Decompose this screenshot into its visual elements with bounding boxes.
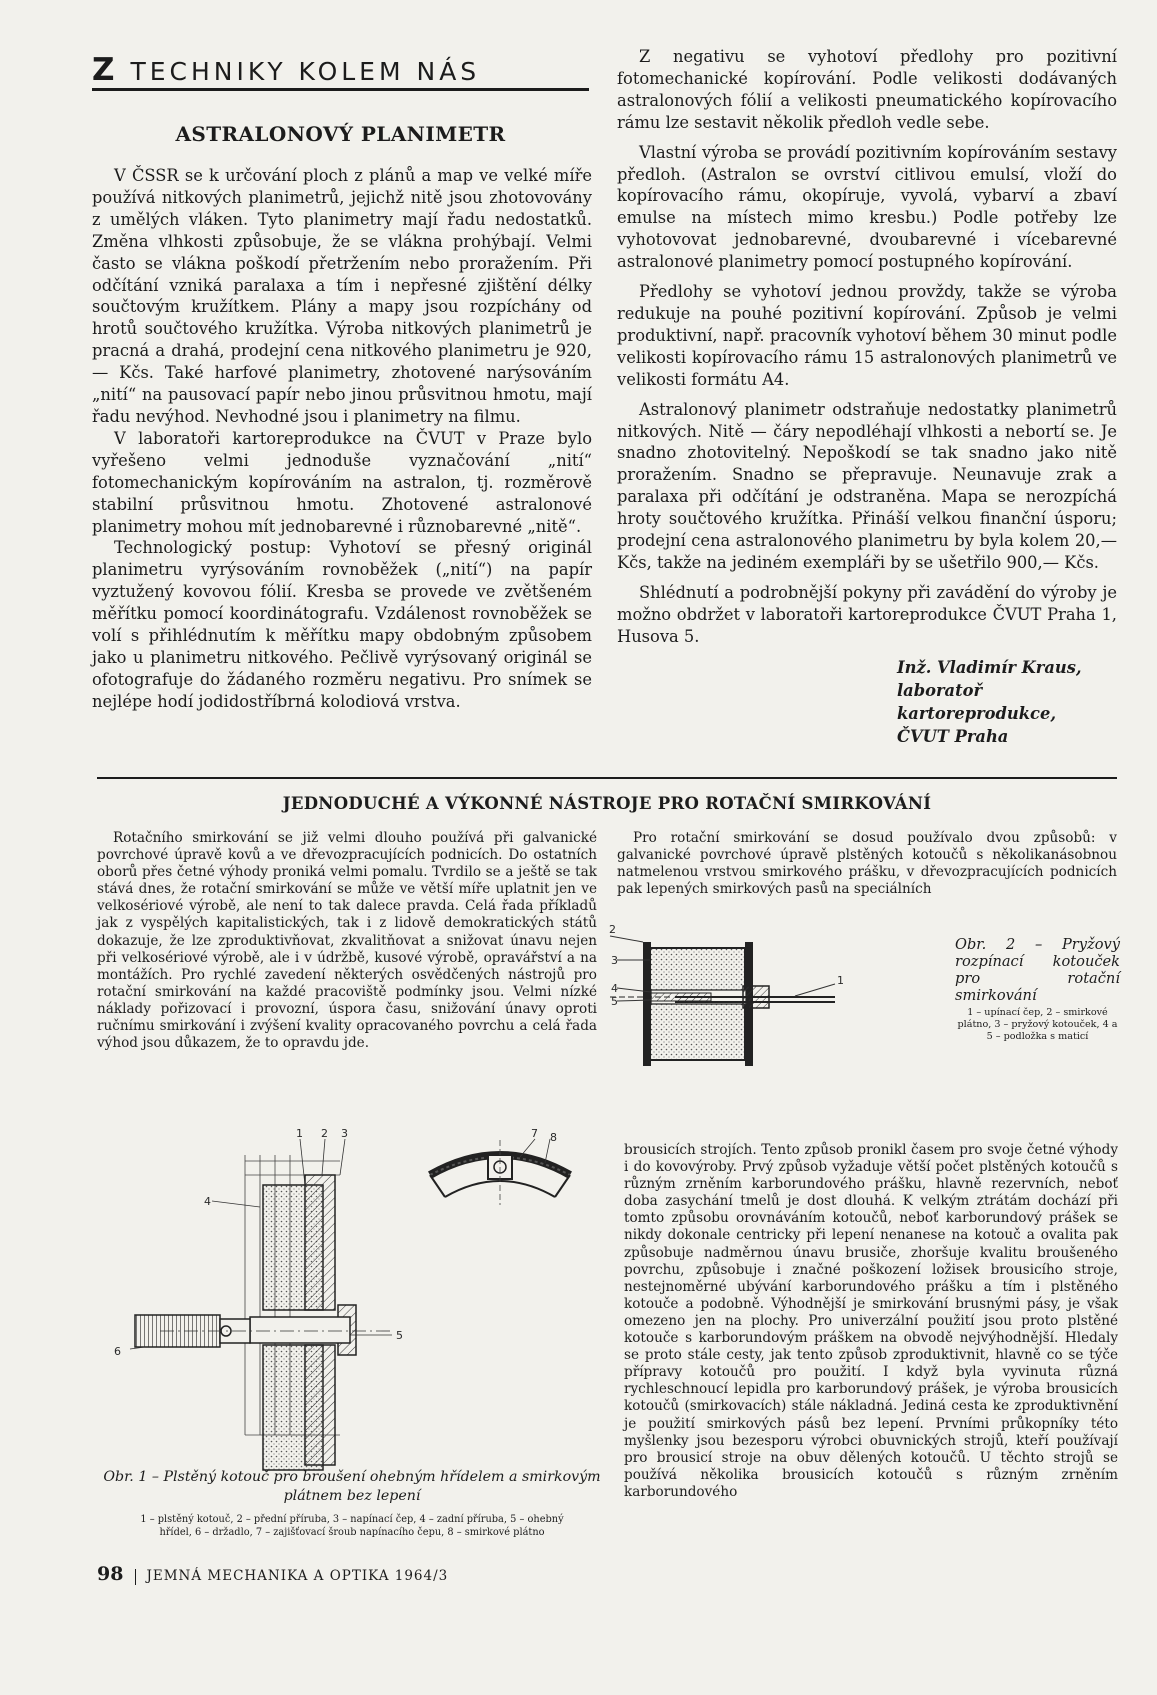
article2-left-intro xyxy=(97,830,597,1052)
figure2-label: 4 xyxy=(611,982,618,995)
figure1-label: 1 xyxy=(296,1127,303,1140)
article1-title: ASTRALONOVÝ PLANIMETR xyxy=(175,122,506,146)
page-number: 98 xyxy=(97,1563,124,1585)
figure1-label: 3 xyxy=(341,1127,348,1140)
sanding-cloth-detail xyxy=(430,1140,570,1205)
figure1-caption-line: plátnem bez lepení xyxy=(283,1488,421,1504)
figure1-label: 5 xyxy=(396,1329,403,1342)
journal-name: JEMNÁ MECHANIKA A OPTIKA 1964/3 xyxy=(146,1568,449,1584)
article1-signature xyxy=(897,656,1117,748)
figure2-label: 1 xyxy=(837,974,844,987)
figure1-label: 6 xyxy=(114,1345,121,1358)
signature-name: Inž. Vladimír Kraus, xyxy=(897,657,1082,677)
article1-paragraph: Z negativu se vyhotoví předlohy pro pozitivní fotomechanické kopírování. Podle velikosti dodávaných astralonových fólií a velikosti pneumatického kopírovacího rámu lze sestavit několik předloh vedle sebe. xyxy=(617,47,1117,132)
figure2-caption-text: Obr. 2 – Pryžový rozpínací kotouček pro rotační smirkování xyxy=(955,936,1120,1004)
signature-institution: ČVUT Praha xyxy=(897,726,1009,746)
figure1-caption-line: Obr. 1 – Plstěný kotouč pro broušení ohebným hřídelem a smirkovým xyxy=(103,1469,601,1485)
figure2-label: 3 xyxy=(611,954,618,967)
section-title xyxy=(92,52,592,88)
article2-paragraph: brousicích strojích. Tento způsob pronikl časem pro svoje četné výhody i do kovovýroby. Prvý způsob vyžaduje větší počet plstěných kotoučů s různým zrněním karborundového prášku, hlavně rezervních, neboť doba zasychání tmelů je dost dlouhá. K velkým ztrátám dochází při tomto způsobu orovnáváním kotoučů, neboť karborundový prášek se nikdy dokonale centricky při lepení nenanese na kotouč a ovalita pak způsobuje nadměrnou únavu brusiče, zhoršuje kvalitu broušeného povrchu, způsobuje i značné poškození ložisek brousicího stroje, nestejnoměrné ubývání karborundového prášku a tím i plstěného kotouče a podobně. Výhodnější je smirkování brusnými pásy, je však omezeno jen na plochy. Pro univerzální použití jsou proto plstěné kotouče s karborundovým práškem na obvodě nejvýhodnější. Hledaly se proto stále cesty, jak tento způsob zproduktivnit, hlavně co se týče přípravy kotoučů pro použití. I když byla vyvinuta různá rychleschnoucí lepidla pro karborundový prášek, je výroba brousicích kotoučů (smirkovacích) stále nákladná. Jediná cesta ke zproduktivnění je použití smirkových pásů bez lepení. Prvními průkopníky této myšlenky jsou bezesporu výrobci obuvnických strojů, kteří používají pro brousicí stroje na obuv dělených kotoučů. U těchto strojů se používá několika brousicích kotoučů s různým zrněním karborundového xyxy=(624,1142,1118,1500)
figure1-caption xyxy=(97,1468,607,1539)
section-rule xyxy=(92,88,589,91)
article1-paragraph: Vlastní výroba se provádí pozitivním kopírováním sestavy předloh. (Astralon se ovrství citlivou emulsí, vloží do kopírovacího rámu, okopíruje, vyvolá, vybarví a zbaví emulse na místech mimo kresbu.) Podle potřeby lze vyhotovovat jednobarevné, dvoubarevné i vícebarevné astralonové planimetry pomocí postupného kopírování. xyxy=(617,142,1117,272)
figure2-caption xyxy=(955,936,1120,1043)
figure2-drawing xyxy=(605,918,955,1068)
article1-left-column xyxy=(92,165,592,713)
figure1-label: 8 xyxy=(550,1131,557,1144)
article1-right-column xyxy=(617,46,1117,748)
section-title-rest: TECHNIKY KOLEM NÁS xyxy=(130,57,481,86)
figure1-label: 7 xyxy=(531,1127,538,1140)
footer-divider xyxy=(135,1569,136,1585)
article1-paragraph: Technologický postup: Vyhotoví se přesný originál planimetru vyrýsováním rovnoběžek („nití“) na papír vyztužený kovovou fólií. Kresba se provede ve zvětšeném měřítku pomocí koordinátografu. Vzdálenost rovnoběžek se volí s přihlédnutím k měřítku mapy obdobným způsobem jako u planimetru nitkového. Pečlivě vyrýsovaný originál se ofotografuje do žádaného rozměru negativu. Pro snímek se nejlépe hodí jodidostříbrná kolodiová vrstva. xyxy=(92,538,592,711)
figure1-legend-line: hřídel, 6 – držadlo, 7 – zajišťovací šroub napínacího čepu, 8 – smirkové plátno xyxy=(159,1526,545,1538)
article1-paragraph: Astralonový planimetr odstraňuje nedostatky planimetrů nitkových. Nitě — čáry nepodléhají vlhkosti a nebortí se. Je snadno zhotovitelný. Nepoškodí se tak snadno jako nitě proražením. Snadno se přepravuje. Neunavuje zrak a paralaxa při odčítání je odstraněna. Mapa se nerozpíchá hroty součtového kružítka. Přináší velkou finanční úsporu; prodejní cena astralonového planimetru by byla kolem 20,— Kčs, takže na jediném exempláři by se ušetřilo 900,— Kčs. xyxy=(617,399,1117,572)
article2-title: JEDNODUCHÉ A VÝKONNÉ NÁSTROJE PRO ROTAČNÍ SMIRKOVÁNÍ xyxy=(282,794,932,813)
figure1-label: 4 xyxy=(204,1195,211,1208)
article1-paragraph: V laboratoři kartoreprodukce na ČVUT v Praze bylo vyřešeno velmi jednoduše vyznačování „nití“ fotomechanickým kopírováním na astralon, tj. rozměrově stabilní průsvitnou hmotu. Zhotovené astralonové planimetry mohou mít jednobarevné i různobarevné „nitě“. xyxy=(92,428,592,536)
figure1-label: 2 xyxy=(321,1127,328,1140)
article1-paragraph: V ČSSR se k určování ploch z plánů a map ve velké míře používá nitkových planimetrů, jejichž nitě jsou zhotovovány z umělých vláken. Tyto planimetry mají řadu nedostatků. Změna vlhkosti způsobuje, že se vlákna prohýbají. Velmi často se vlákna poškodí přetržením nebo proražením. Při odčítání vzniká paralaxa a tím i nepřesné zjištění délky součtovým kružítkem. Plány a mapy jsou rozpíchány od hrotů součtového kružítka. Výroba nitkových planimetrů je pracná a drahá, prodejní cena nitkového planimetru je 920,— Kčs. Také harfové planimetry, zhotovené narýsováním „nití“ na pausovací papír nebo jinou průsvitnou hmotu, mají řadu nevýhod. Nevhodné jsou i planimetry na filmu. xyxy=(92,166,592,426)
figure2-label: 5 xyxy=(611,995,618,1008)
figure2-label: 2 xyxy=(609,923,616,936)
page-footer xyxy=(97,1563,697,1585)
article1-paragraph: Předlohy se vyhotoví jednou provždy, takže se výroba redukuje na pouhé pozitivní kopírování. Způsob je velmi produktivní, např. pracovník vyhotoví během 30 minut podle velikosti kopírovacího rámu 15 astralonových planimetrů ve velikosti formátu A4. xyxy=(617,282,1117,389)
article2-right-intro xyxy=(617,830,1117,898)
article2-right-body xyxy=(624,1142,1118,1501)
signature-affiliation: laboratoř kartoreprodukce, xyxy=(897,680,1056,723)
figure1-legend-line: 1 – plstěný kotouč, 2 – přední příruba, 3 – napínací čep, 4 – zadní příruba, 5 – ohebný xyxy=(140,1514,564,1525)
article-divider xyxy=(97,777,1117,779)
figure1-drawing xyxy=(100,1127,610,1465)
article2-paragraph: Rotačního smirkování se již velmi dlouho používá při galvanické povrchové úpravě kovů a ve dřevozpracujících podnicích. Do ostatních oborů přes četné výhody proniká velmi pomalu. Tvrdilo se a ještě se tak stává dnes, že rotační smirkování se může ve větší míře uplatnit jen ve velkosériové výrobě, ale není to tak dalece pravda. Celá řada příkladů jak z vyspělých kapitalistických, tak i z lidově demokratických států dokazuje, že lze zproduktivňovat, zkvalitňovat a snižovat únavu nejen při velkosériové výrobě, ale i v údržbě, kusové výrobě, opravářství a na montážích. Pro rychlé zavedení některých osvědčených nástrojů pro rotační smirkování na každé pracoviště podmínky jsou. Velmi nízké náklady pořizovací i provozní, úspora času, snižování únavy oproti ručnímu smirkování i zvýšení kvality opracovaného povrchu a celá řada výhod jsou důkazem, že to opravdu jde. xyxy=(97,830,597,1052)
article2-paragraph: Pro rotační smirkování se dosud používalo dvou způsobů: v galvanické povrchové úpravě plstěných kotoučů s několikanásobnou natmelenou vrstvou smirkového prášku, v dřevozpracujících podnicích pak lepených smirkových pasů na speciálních xyxy=(617,830,1117,898)
article1-paragraph: Shlédnutí a podrobnější pokyny při zavádění do výroby je možno obdržet v laboratoři kartoreprodukce ČVUT Praha 1, Husova 5. xyxy=(617,582,1117,646)
section-title-initial: Z xyxy=(92,52,119,88)
figure2-legend: 1 – upínací čep, 2 – smirkové plátno, 3 – pryžový kotouček, 4 a 5 – podložka s maticí xyxy=(957,1007,1118,1042)
